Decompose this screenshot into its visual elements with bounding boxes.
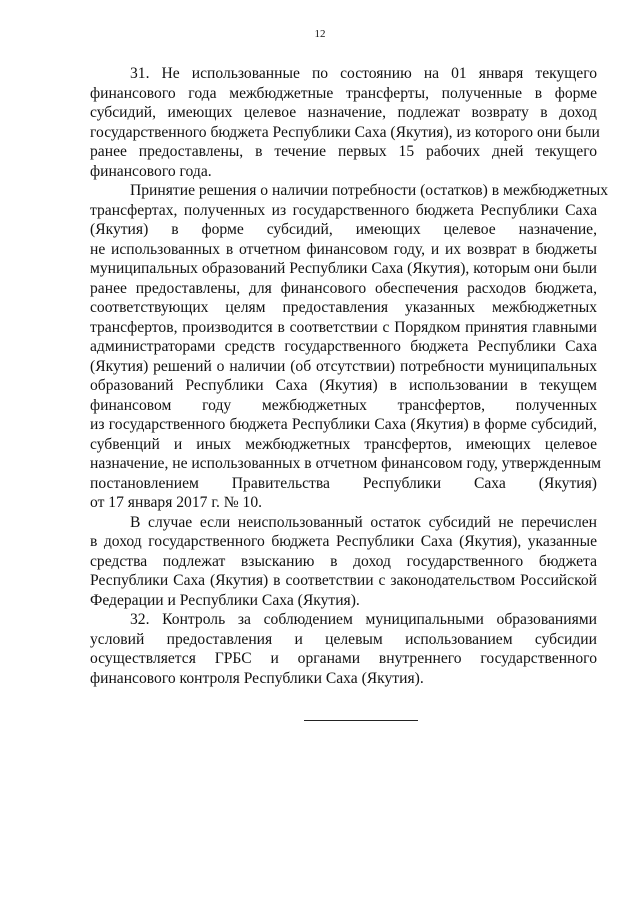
text-line: соответствующих целям предоставления указанных межбюджетных	[90, 299, 597, 316]
text-line: от 17 января 2017 г. № 10.	[90, 494, 263, 511]
text-line: назначение, не использованных в отчетном финансовом году, утвержденным	[90, 455, 602, 472]
text-line: администраторами средств государственного бюджета Республики Саха	[90, 338, 597, 355]
paragraph-32-control	[90, 610, 597, 688]
text-line: субсидий, имеющих целевое назначение, подлежат возврату в доход	[90, 104, 597, 121]
paragraph-unremitted-balance	[90, 513, 597, 611]
text-line: 32. Контроль за соблюдением муниципальными образованиями	[130, 611, 597, 628]
text-line: ранее предоставлены, в течение первых 15 рабочих дней текущего	[90, 143, 597, 160]
text-line: средства подлежат взысканию в доход государственного бюджета	[90, 552, 597, 570]
text-line: субвенций и иных межбюджетных трансфертов, имеющих целевое	[90, 435, 597, 453]
text-line: В случае если неиспользованный остаток субсидий не перечислен	[130, 513, 597, 531]
document-body	[90, 64, 609, 688]
text-line: финансовом году межбюджетных трансфертов, полученных	[90, 396, 597, 414]
page-number: 12	[314, 28, 326, 40]
text-line: государственного бюджета Республики Саха (Якутия), из которого они были	[90, 123, 600, 141]
text-line: Федерации и Республики Саха (Якутия).	[90, 591, 360, 609]
text-line: (Якутия) в форме субсидий, имеющих целевое назначение,	[90, 221, 597, 238]
text-line: постановлением Правительства Республики Саха (Якутия)	[90, 474, 597, 492]
text-line: Принятие решения о наличии потребности (остатков) в межбюджетных	[130, 182, 609, 199]
text-line: не использованных в отчетном финансовом году, и их возврат в бюджеты	[90, 240, 597, 258]
paragraph-31-unused-transfers	[90, 64, 600, 181]
text-line: трансфертов, производится в соответствии с Порядком принятия главными	[90, 318, 597, 336]
text-line: трансфертах, полученных из государственного бюджета Республики Саха	[90, 201, 597, 219]
paragraph-decision-on-need	[90, 181, 609, 513]
end-divider	[304, 720, 418, 721]
text-line: Республики Саха (Якутия) в соответствии с законодательством Российской	[90, 572, 597, 589]
text-line: условий предоставления и целевым использованием субсидии	[90, 630, 597, 648]
text-line: 31. Не использованные по состоянию на 01 января текущего	[130, 65, 597, 82]
text-line: образований Республики Саха (Якутия) в использовании в текущем	[90, 377, 597, 394]
text-line: в доход государственного бюджета Республики Саха (Якутия), указанные	[90, 533, 597, 550]
text-line: финансового года межбюджетные трансферты, полученные в форме	[90, 84, 597, 102]
text-line: финансового года.	[90, 162, 212, 180]
text-line: финансового контроля Республики Саха (Якутия).	[90, 669, 424, 687]
text-line: муниципальных образований Республики Саха (Якутия), которым они были	[90, 260, 597, 277]
text-line: ранее предоставлены, для финансового обеспечения расходов бюджета,	[90, 279, 597, 297]
text-line: (Якутия) решений о наличии (об отсутствии) потребности муниципальных	[90, 357, 597, 375]
text-line: осуществляется ГРБС и органами внутреннего государственного	[90, 650, 597, 667]
text-line: из государственного бюджета Республики Саха (Якутия) в форме субсидий,	[90, 416, 597, 433]
